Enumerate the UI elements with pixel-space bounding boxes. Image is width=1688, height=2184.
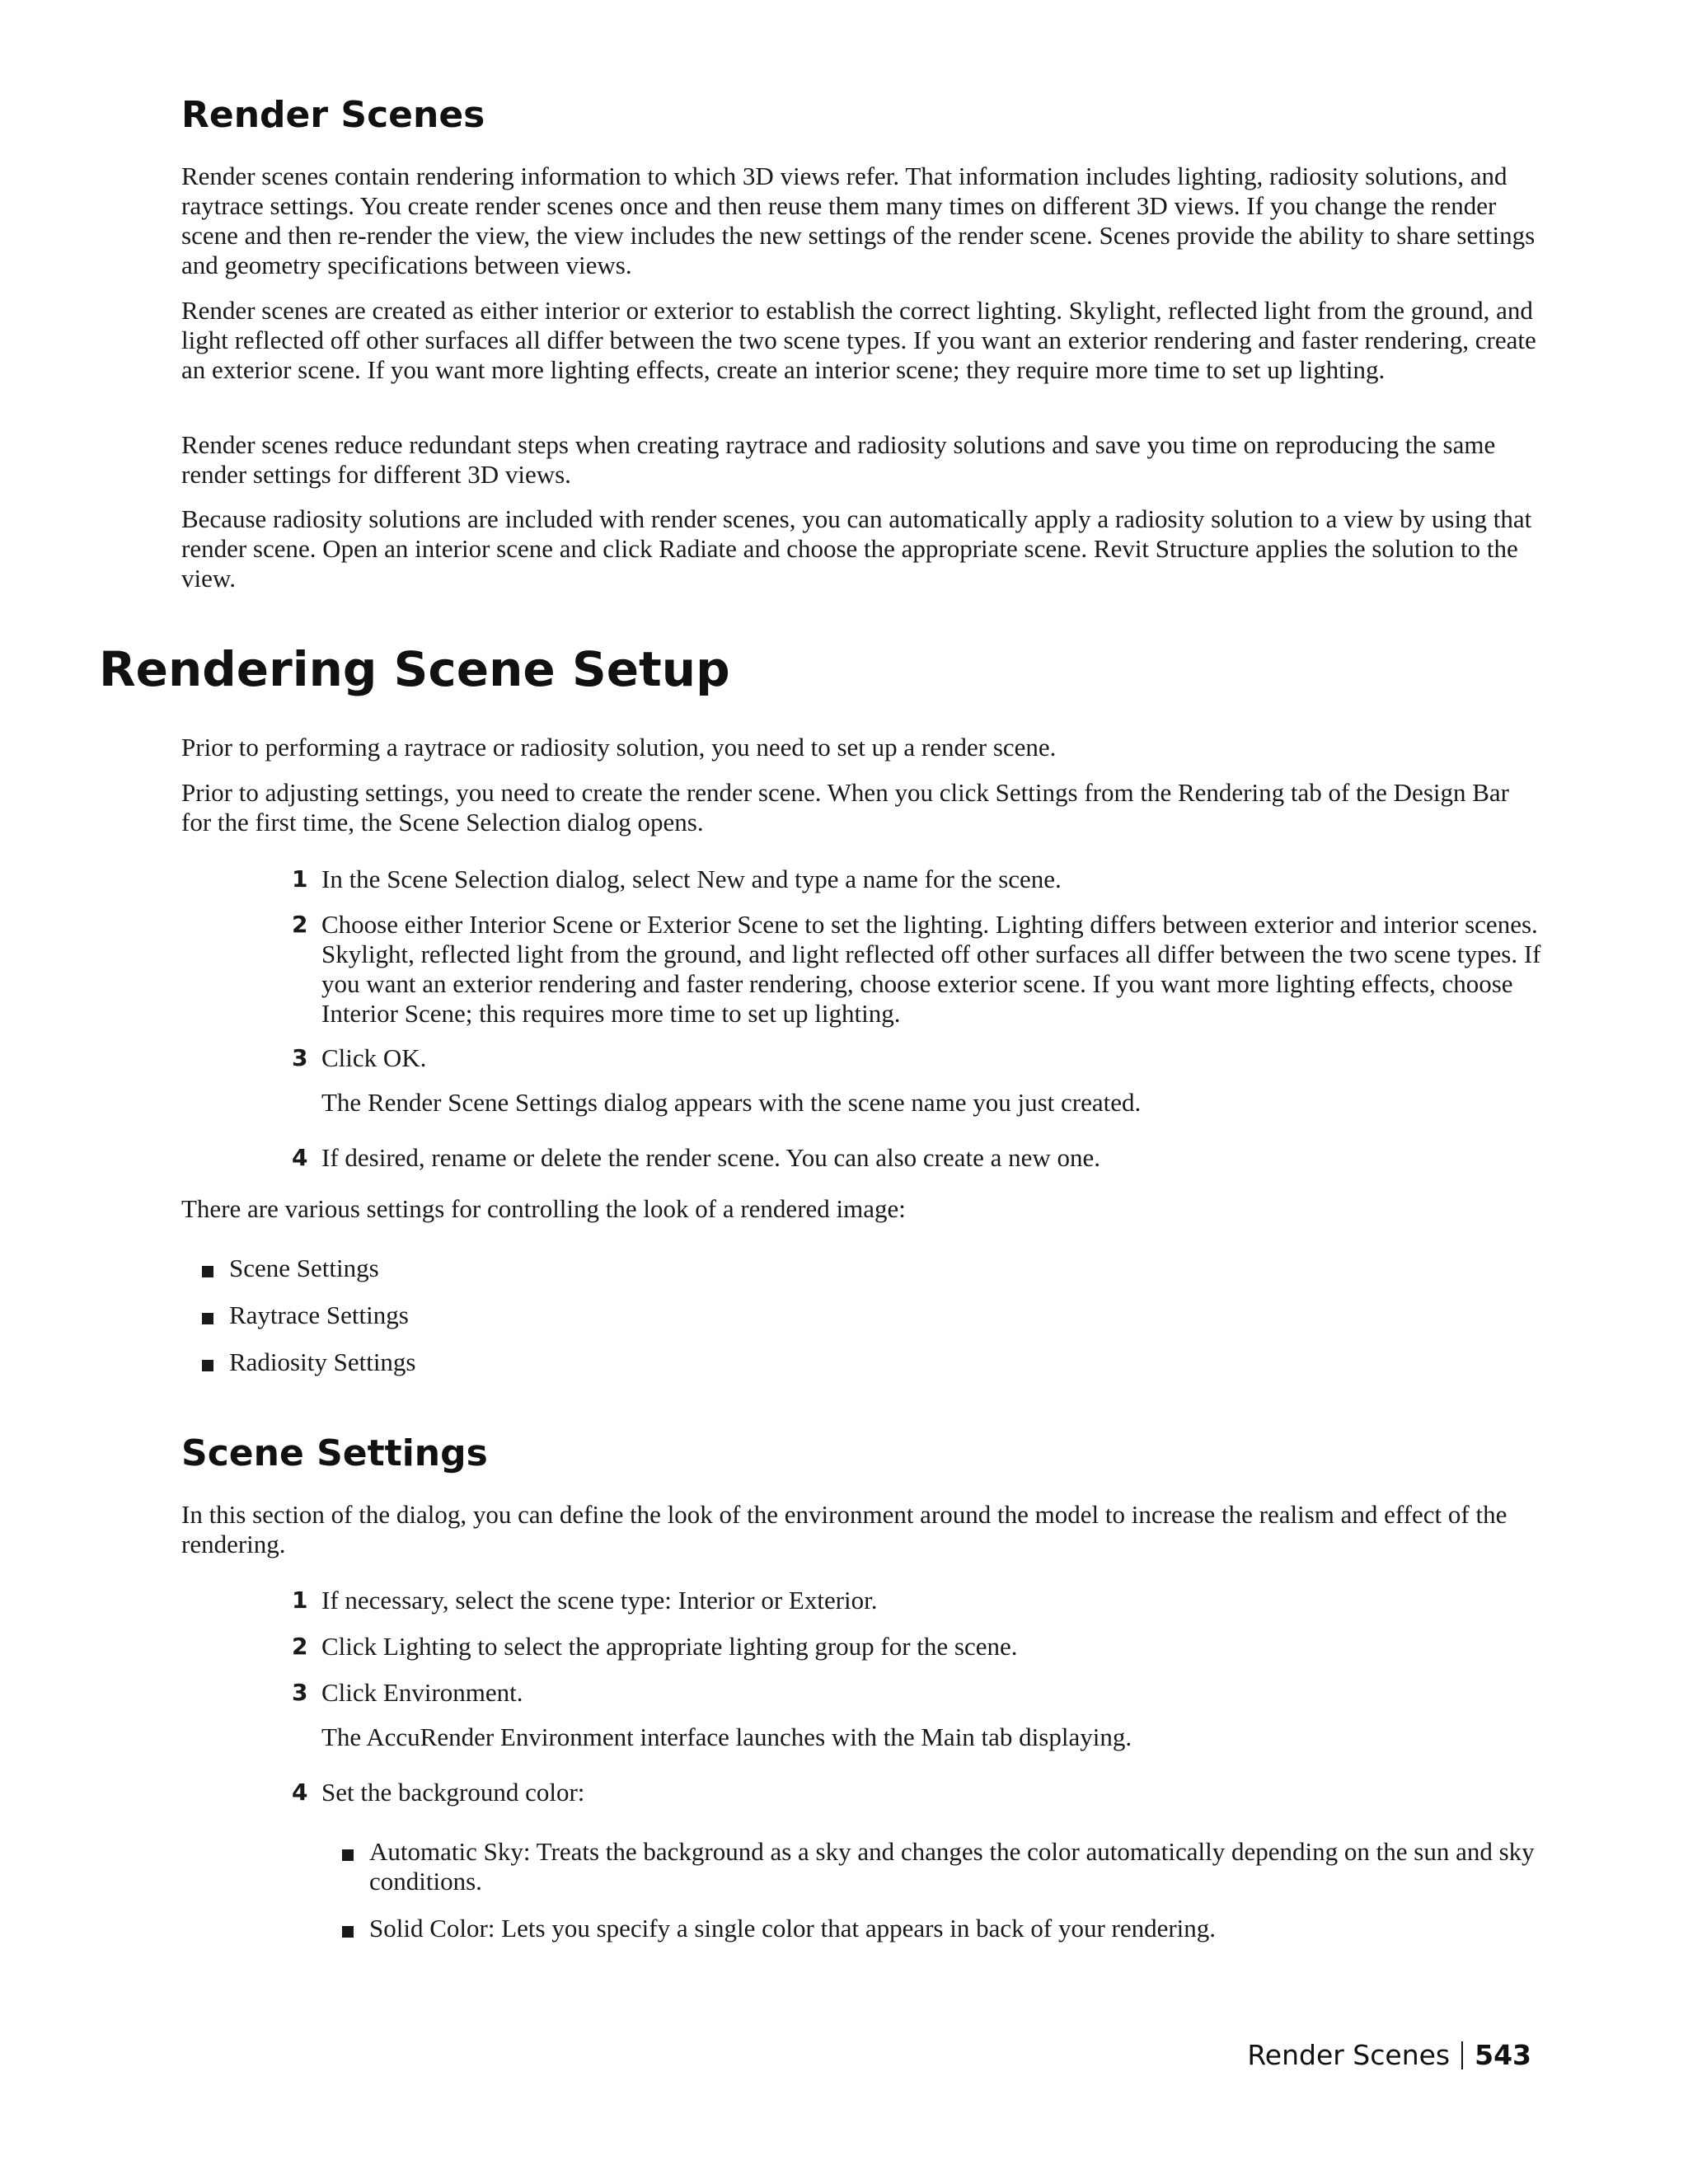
step-number: 4 (292, 1779, 308, 1806)
step-number: 2 (292, 911, 308, 938)
step-number: 4 (292, 1144, 308, 1171)
bullet-icon (202, 1313, 213, 1324)
scene-settings-intro-paragraph: In this section of the dialog, you can define the look of the environment around the model to increase the realism and effect of the rendering. (181, 1500, 1507, 1558)
footer-section-label: Render Scenes (1247, 2039, 1451, 2071)
bullet-icon (202, 1360, 213, 1371)
step-result-text: The Render Scene Settings dialog appears with the scene name you just created. (321, 1088, 1142, 1117)
setup-intro-paragraph-2: Prior to adjusting settings, you need to create the render scene. When you click Settings from the Rendering tab of the Design Bar for the first time, the Scene Selection dialog opens. (181, 778, 1510, 837)
settings-intro-paragraph: There are various settings for controlling the look of a rendered image: (181, 1194, 906, 1223)
bullet-icon (342, 1926, 354, 1938)
step-number: 1 (292, 865, 308, 893)
background-option-automatic-sky: Automatic Sky: Treats the background as a sky and changes the color automatically depending on the sun and sky conditions. (369, 1837, 1535, 1896)
render-scenes-paragraph-3: Render scenes reduce redundant steps when creating raytrace and radiosity solutions and save you time on reproducing the same render settings for different 3D views. (181, 430, 1496, 489)
bullet-icon (202, 1266, 213, 1277)
render-scenes-paragraph-4: Because radiosity solutions are included with render scenes, you can automatically apply a radiosity solution to a view by using that render scene. Open an interior scene and click Radiate and choose the appropriate scene. Revit Structure applies the solution to the view. (181, 504, 1532, 593)
section-heading-rendering-scene-setup: Rendering Scene Setup (99, 641, 730, 697)
list-item-radiosity-settings: Radiosity Settings (229, 1347, 416, 1376)
step-number: 1 (292, 1586, 308, 1614)
step-result-text: The AccuRender Environment interface launches with the Main tab displaying. (321, 1722, 1132, 1751)
step-number: 2 (292, 1633, 308, 1660)
setup-intro-paragraph-1: Prior to performing a raytrace or radiosity solution, you need to set up a render scene. (181, 733, 1057, 762)
page-footer (1247, 2039, 1531, 2072)
render-scenes-paragraph-1: Render scenes contain rendering information to which 3D views refer. That information includes lighting, radiosity solutions, and raytrace settings. You create render scenes once and then reuse them many times on different 3D views. If you change the render scene and then re-render the view, the view includes the new settings of the render scene. Scenes provide the ability to share settings and geometry specifications between views. (181, 162, 1536, 279)
step-text: In the Scene Selection dialog, select New and type a name for the scene. (321, 865, 1062, 893)
step-text: Choose either Interior Scene or Exterior Scene to set the lighting. Lighting differs between exterior and interior scenes. Skylight, reflected light from the ground, and light reflected off other surfaces all differ between the two scene types. If you want an exterior rendering and faster rendering, choose exterior scene. If you want more lighting effects, choose Interior Scene; this requires more time to set up lighting. (321, 910, 1541, 1028)
list-item-scene-settings: Scene Settings (229, 1254, 379, 1282)
step-text: Click Lighting to select the appropriate lighting group for the scene. (321, 1632, 1018, 1661)
list-item-raytrace-settings: Raytrace Settings (229, 1301, 409, 1329)
step-text: If desired, rename or delete the render scene. You can also create a new one. (321, 1143, 1101, 1172)
page-number: 543 (1475, 2039, 1531, 2071)
render-scenes-paragraph-2: Render scenes are created as either interior or exterior to establish the correct lighting. Skylight, reflected light from the ground, and light reflected off other surfaces all differ between the two scene types. If you want an exterior rendering and faster rendering, create an exterior scene. If you want more lighting effects, create an interior scene; they require more time to set up lighting. (181, 296, 1536, 384)
step-text: Click OK. (321, 1043, 427, 1072)
bullet-icon (342, 1849, 354, 1861)
step-text: Set the background color: (321, 1778, 585, 1807)
step-text: If necessary, select the scene type: Interior or Exterior. (321, 1586, 878, 1615)
step-number: 3 (292, 1679, 308, 1706)
background-option-solid-color: Solid Color: Lets you specify a single color that appears in back of your rendering. (369, 1914, 1217, 1943)
section-heading-render-scenes: Render Scenes (181, 94, 485, 136)
footer-divider (1461, 2041, 1463, 2069)
section-heading-scene-settings: Scene Settings (181, 1432, 488, 1474)
step-number: 3 (292, 1044, 308, 1071)
step-text: Click Environment. (321, 1678, 523, 1707)
